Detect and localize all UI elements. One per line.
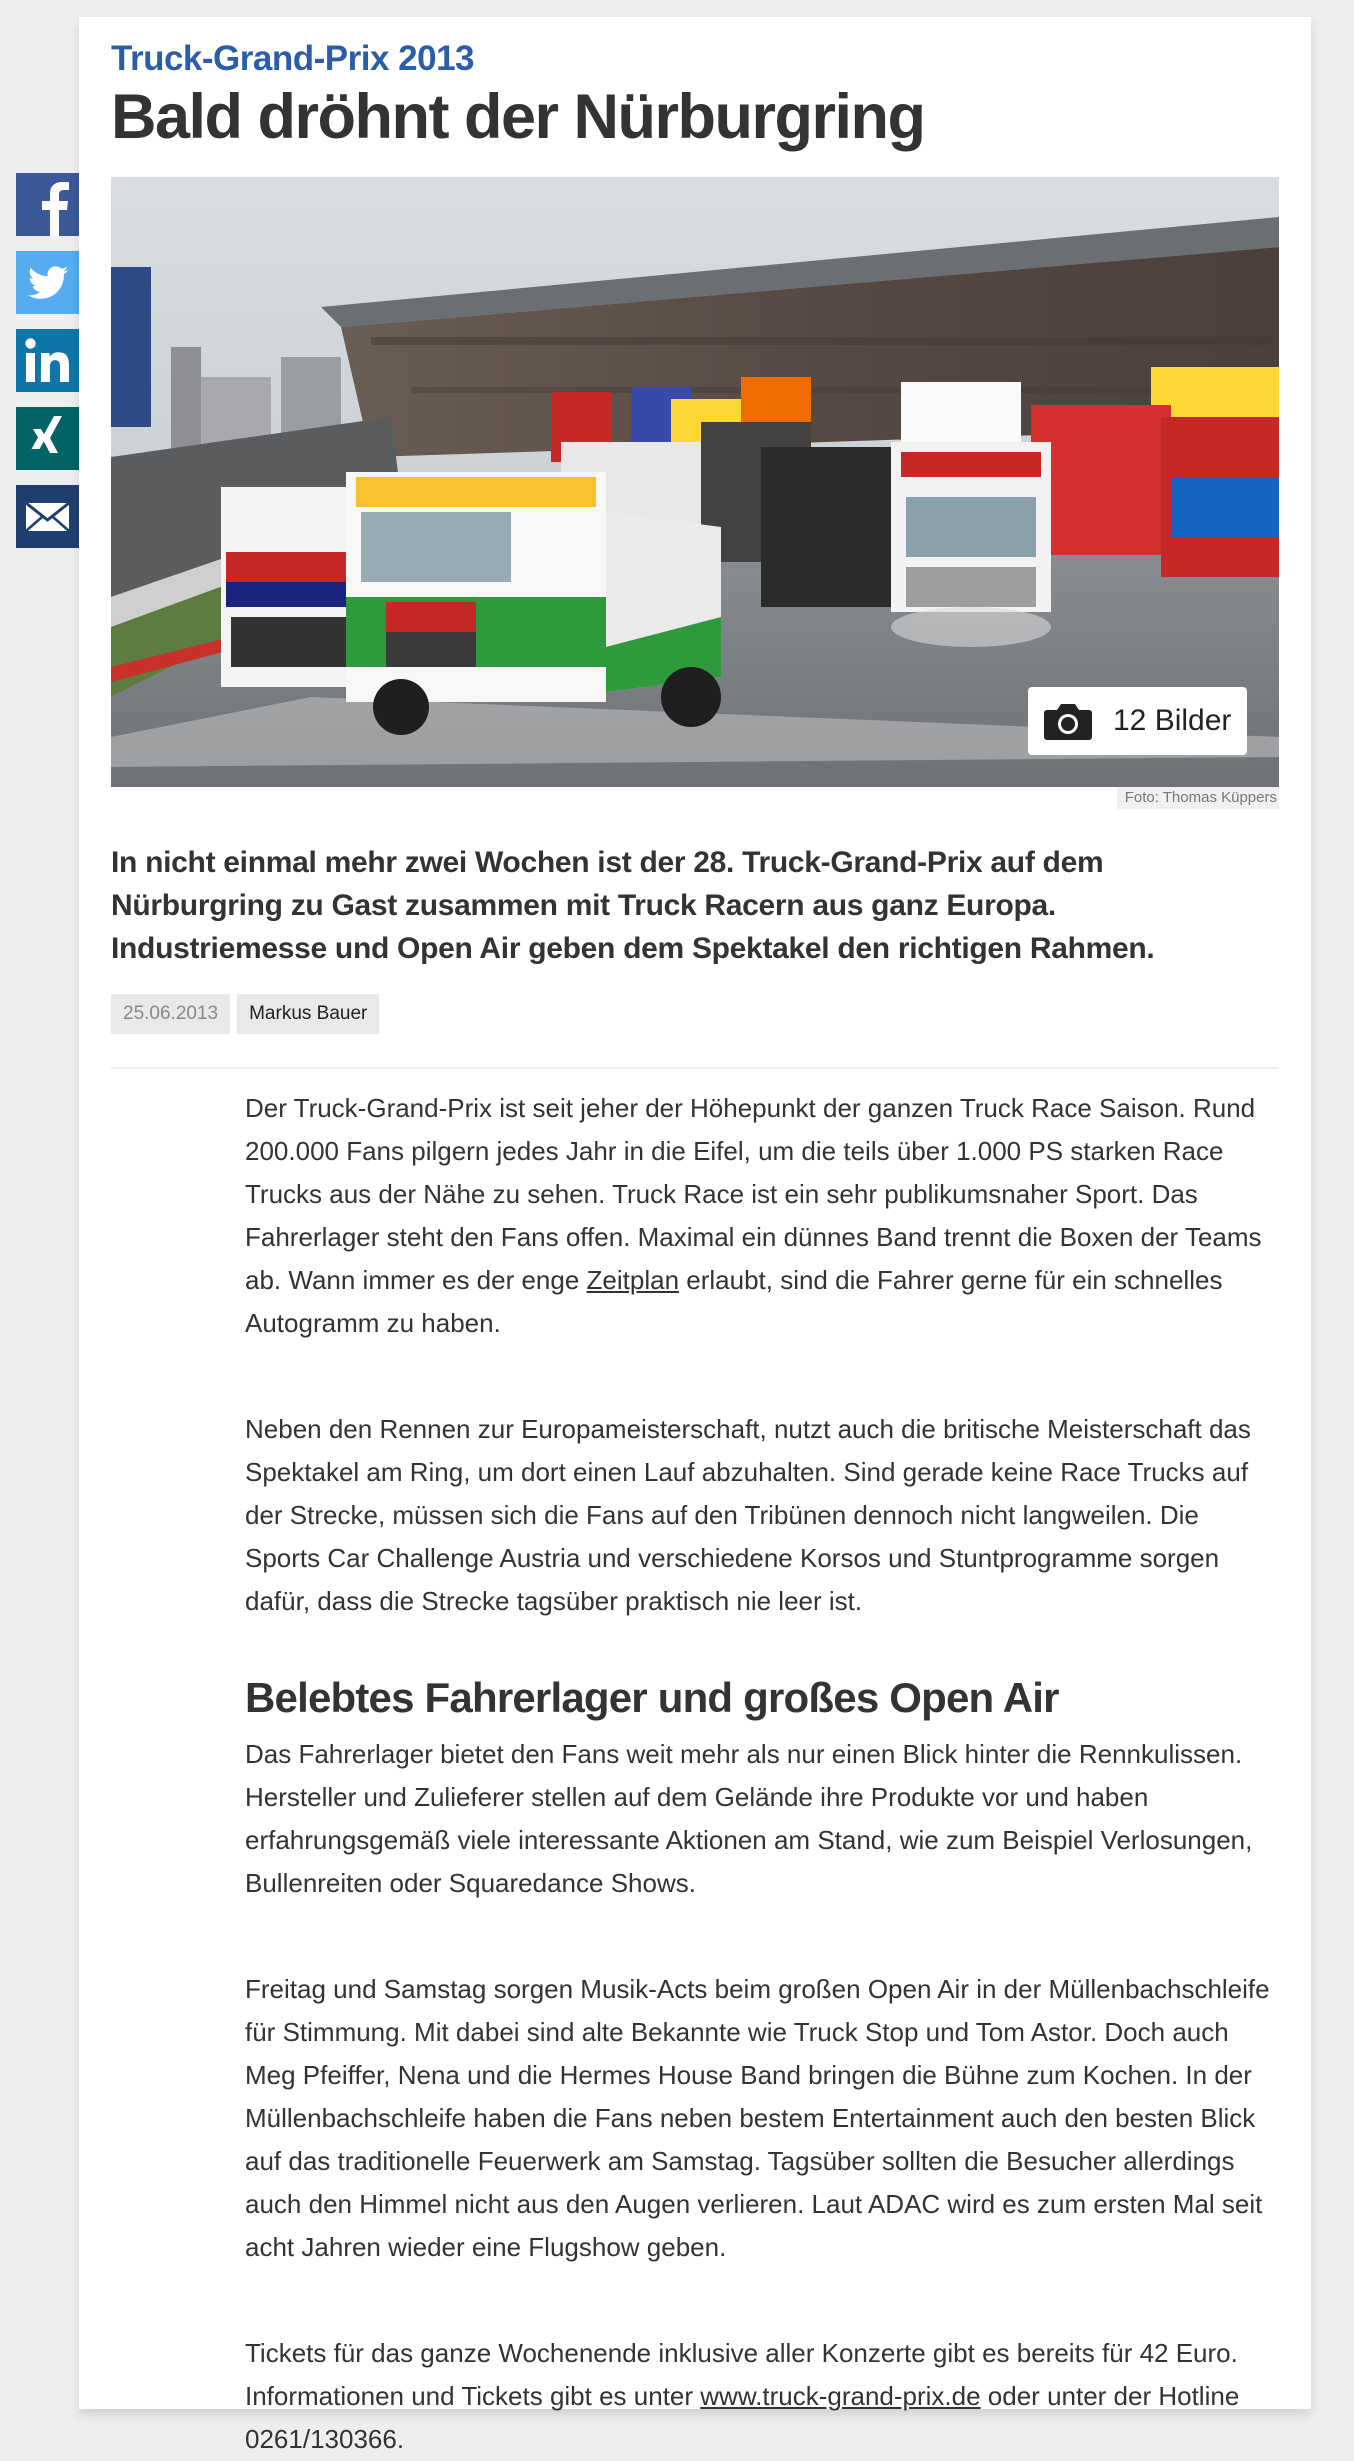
camera-icon <box>1043 701 1093 741</box>
body-paragraph-1 <box>245 1087 1279 1345</box>
body-paragraph-4: Freitag und Samstag sorgen Musik-Acts beim großen Open Air in der Müllenbachschleife für Stimmung. Mit dabei sind alte Bekannte wie Truck Stop und Tom Astor. Doch auch Meg Pfeiffer, Nena und die Hermes House Band bringen die Bühne zum Kochen. In der Müllenbachschleife haben die Fans neben bestem Entertainment auch den besten Blick auf das traditionelle Feuerwerk am Samstag. Tagsüber sollten die Besucher allerdings auch den Himmel nicht aus den Augen verlieren. Laut ADAC wird es zum ersten Mal seit acht Jahren wieder eine Flugshow geben. <box>245 1974 1270 2262</box>
xing-icon <box>16 407 79 470</box>
article-kicker: Truck-Grand-Prix 2013 <box>111 39 474 78</box>
gallery-count-label: 12 Bilder <box>1113 704 1232 737</box>
body-paragraph-5 <box>245 2332 1279 2461</box>
email-icon <box>16 485 79 548</box>
body-paragraph-3: Das Fahrerlager bietet den Fans weit mehr als nur einen Blick hinter die Rennkulissen. Hersteller und Zulieferer stellen auf dem Gelände ihre Produkte vor und haben erfahrungsgemäß viele interessante Aktionen am Stand, wie zum Beispiel Verlosungen, Bullenreiten oder Squaredance Shows. <box>245 1739 1253 1898</box>
article-card <box>79 17 1311 2454</box>
photo-credit: Foto: Thomas Küppers <box>1117 787 1279 809</box>
facebook-share-button[interactable] <box>16 173 79 236</box>
body-paragraph-2: Neben den Rennen zur Europameisterschaft, nutzt auch die britische Meisterschaft das Spektakel am Ring, um dort einen Lauf abzuhalten. Sind gerade keine Race Trucks auf der Strecke, müssen sich die Fans auf den Tribünen dennoch nicht langweilen. Die Sports Car Challenge Austria und verschiedene Korsos und Stuntprogramme sorgen dafür, dass die Strecke tagsüber praktisch nie leer ist. <box>245 1414 1251 1616</box>
zeitplan-link[interactable]: Zeitplan <box>586 1265 680 1295</box>
tickets-website-link[interactable]: www.truck-grand-prix.de <box>700 2381 981 2411</box>
facebook-icon <box>16 173 79 236</box>
article-meta <box>111 994 1279 1034</box>
linkedin-icon <box>16 329 79 392</box>
publish-date: 25.06.2013 <box>111 994 230 1034</box>
article-body <box>245 1087 1279 2461</box>
author-badge[interactable]: Markus Bauer <box>237 994 379 1034</box>
email-share-button[interactable] <box>16 485 79 548</box>
linkedin-share-button[interactable] <box>16 329 79 392</box>
divider <box>111 1067 1279 1069</box>
body-text: erlaubt, sind die Fahrer gerne für ein schnelles Autogramm zu haben. <box>245 1265 1223 1338</box>
article-headline: Bald dröhnt der Nürburgring <box>111 82 925 152</box>
gallery-button[interactable] <box>1028 687 1247 755</box>
xing-share-button[interactable] <box>16 407 79 470</box>
body-text: oder unter der Hotline 0261/130366. <box>245 2381 1240 2454</box>
hero-image[interactable] <box>111 177 1279 787</box>
body-text: Tickets für das ganze Wochenende inklusive aller Konzerte gibt es bereits für 42 Euro. Informationen und Tickets gibt es unter <box>245 2338 1238 2411</box>
article-content <box>111 39 1279 2461</box>
twitter-icon <box>16 251 79 314</box>
photo-credit-bar <box>111 787 1279 809</box>
article-lead: In nicht einmal mehr zwei Wochen ist der 28. Truck-Grand-Prix auf dem Nürburgring zu Gast zusammen mit Truck Racern aus ganz Europa. Industriemesse und Open Air geben dem Spektakel den richtigen Rahmen. <box>111 846 1155 965</box>
twitter-share-button[interactable] <box>16 251 79 314</box>
section-heading: Belebtes Fahrerlager und großes Open Air <box>245 1674 1059 1721</box>
share-bar <box>16 173 79 563</box>
body-text: Der Truck-Grand-Prix ist seit jeher der Höhepunkt der ganzen Truck Race Saison. Rund 200.000 Fans pilgern jedes Jahr in die Eifel, um die teils über 1.000 PS starken Race Trucks aus der Nähe zu sehen. Truck Race ist ein sehr publikumsnaher Sport. Das Fahrerlager steht den Fans offen. Maximal ein dünnes Band trennt die Boxen der Teams ab. Wann immer es der enge <box>245 1093 1262 1295</box>
